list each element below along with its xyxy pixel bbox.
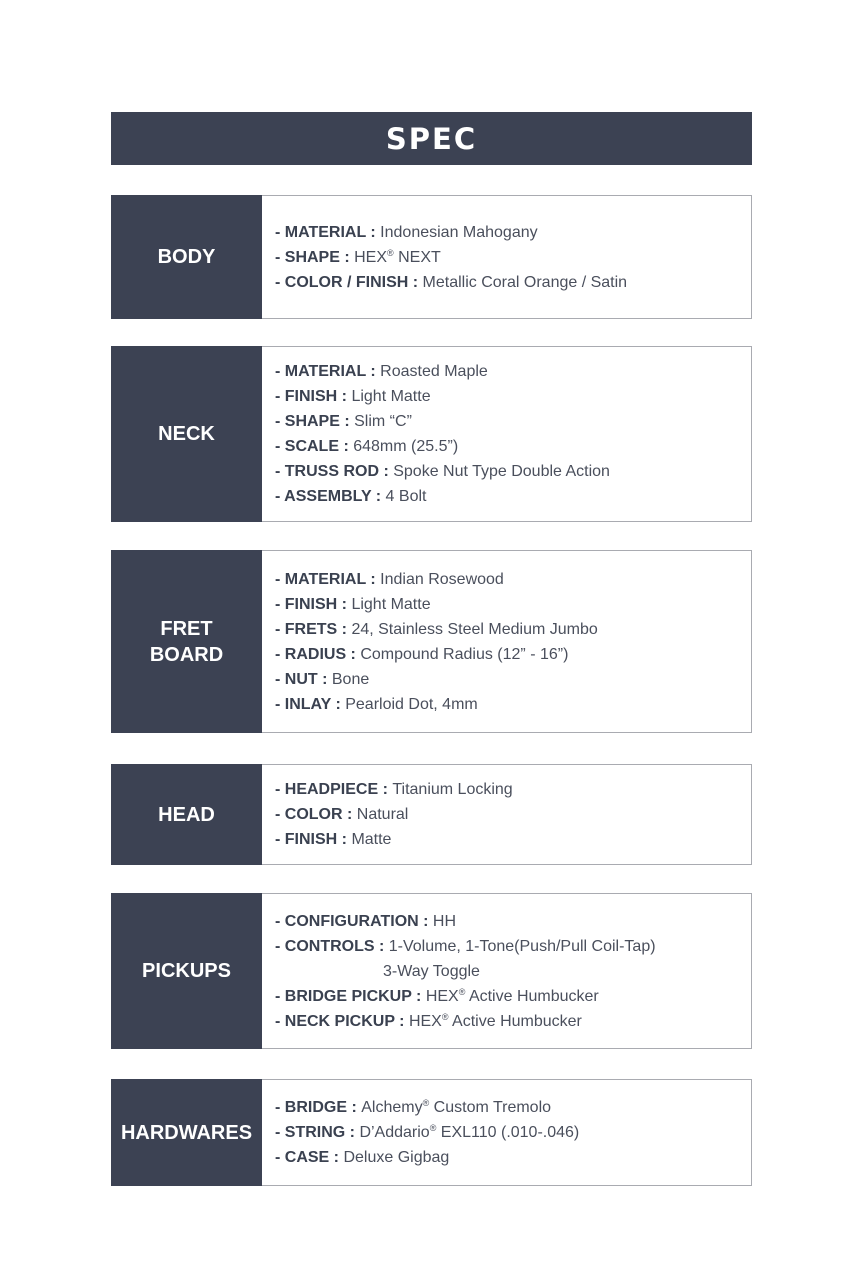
- spec-row: [275, 1145, 751, 1170]
- spec-row: [275, 1120, 751, 1145]
- spec-row: [275, 984, 751, 1009]
- spec-key: - SHAPE :: [275, 413, 355, 430]
- spec-key: - FINISH :: [275, 595, 352, 613]
- spec-row: [275, 827, 751, 852]
- spec-key: - MATERIAL :: [275, 363, 381, 380]
- spec-section-body: [111, 195, 752, 319]
- section-label: PICKUPS: [111, 893, 262, 1049]
- spec-value: HEX: [425, 987, 459, 1005]
- spec-section-head: [111, 764, 752, 865]
- spec-row: [275, 642, 751, 667]
- spec-value: Light Matte: [351, 595, 431, 613]
- spec-value-suffix: NEXT: [393, 248, 441, 266]
- spec-value: 1-Volume, 1-Tone(Push/Pull Coil-Tap): [388, 937, 656, 955]
- spec-row: [275, 959, 751, 984]
- spec-row: [275, 692, 751, 717]
- spec-row: [275, 592, 751, 617]
- spec-value: Titanium Locking: [392, 781, 513, 798]
- section-content: [262, 195, 752, 319]
- registered-mark: ®: [458, 986, 466, 997]
- spec-value-suffix: Custom Tremolo: [429, 1099, 552, 1116]
- spec-section-fretboard: [111, 550, 752, 733]
- spec-key: - COLOR :: [275, 806, 357, 823]
- spec-value: Metallic Coral Orange / Satin: [422, 273, 628, 291]
- spec-value-suffix: Active Humbucker: [465, 987, 599, 1005]
- spec-key: - CONTROLS :: [275, 937, 389, 955]
- section-label: NECK: [111, 346, 262, 522]
- spec-value-suffix: EXL110 (.010-.046): [436, 1124, 580, 1141]
- spec-value: Slim “C”: [354, 413, 412, 430]
- spec-title-banner: [111, 112, 752, 165]
- spec-row: [275, 434, 751, 459]
- spec-row: [275, 270, 751, 295]
- spec-value: HH: [432, 912, 457, 930]
- spec-key: - INLAY :: [275, 695, 346, 713]
- spec-key: - SCALE :: [275, 438, 354, 455]
- spec-key: - STRING :: [275, 1124, 360, 1141]
- section-content: [262, 1079, 752, 1186]
- spec-title: SPEC: [385, 121, 478, 156]
- spec-value: HEX: [408, 1012, 442, 1030]
- spec-value: Roasted Maple: [380, 363, 488, 380]
- spec-section-hardwares: [111, 1079, 752, 1186]
- spec-row: [275, 459, 751, 484]
- spec-value: Indian Rosewood: [380, 570, 504, 588]
- spec-row: [275, 617, 751, 642]
- spec-value-suffix: Active Humbucker: [448, 1012, 582, 1030]
- spec-row: [275, 484, 751, 509]
- spec-key: - NUT :: [275, 670, 332, 688]
- section-label: HEAD: [111, 764, 262, 865]
- spec-section-pickups: [111, 893, 752, 1049]
- spec-value: Matte: [351, 831, 392, 848]
- spec-key: - FRETS :: [275, 620, 352, 638]
- spec-key: - NECK PICKUP :: [275, 1012, 409, 1030]
- spec-row: [275, 1009, 751, 1034]
- spec-value: Indonesian Mahogany: [380, 223, 538, 241]
- spec-key: - FINISH :: [275, 831, 352, 848]
- spec-value: D’Addario: [359, 1124, 430, 1141]
- spec-key: - ASSEMBLY :: [275, 488, 386, 505]
- spec-value: Bone: [331, 670, 370, 688]
- spec-value: 24, Stainless Steel Medium Jumbo: [351, 620, 598, 638]
- section-content: [262, 346, 752, 522]
- spec-value: HEX: [354, 248, 388, 266]
- spec-section-neck: [111, 346, 752, 522]
- spec-row: [275, 909, 751, 934]
- spec-row: [275, 802, 751, 827]
- spec-row: [275, 934, 751, 959]
- spec-value: 3-Way Toggle: [383, 962, 480, 980]
- spec-key: - RADIUS :: [275, 645, 361, 663]
- section-label: HARDWARES: [111, 1079, 262, 1186]
- spec-value: Pearloid Dot, 4mm: [345, 695, 478, 713]
- spec-key: - CASE :: [275, 1149, 344, 1166]
- spec-row: [275, 245, 751, 270]
- registered-mark: ®: [429, 1123, 437, 1133]
- spec-value: 648mm (25.5”): [353, 438, 459, 455]
- spec-key: - SHAPE :: [275, 248, 355, 266]
- section-content: [262, 550, 752, 733]
- section-label: FRET BOARD: [111, 550, 262, 733]
- spec-value: Natural: [356, 806, 409, 823]
- spec-key: - HEADPIECE :: [275, 781, 393, 798]
- registered-mark: ®: [422, 1098, 430, 1108]
- spec-row: [275, 359, 751, 384]
- spec-key: - FINISH :: [275, 388, 352, 405]
- spec-key: - BRIDGE PICKUP :: [275, 987, 426, 1005]
- spec-value: Spoke Nut Type Double Action: [393, 463, 610, 480]
- spec-row: [275, 409, 751, 434]
- spec-value: 4 Bolt: [385, 488, 427, 505]
- spec-key: - COLOR / FINISH :: [275, 273, 423, 291]
- section-content: [262, 893, 752, 1049]
- spec-key: - CONFIGURATION :: [275, 912, 433, 930]
- spec-row: [275, 567, 751, 592]
- section-label: BODY: [111, 195, 262, 319]
- registered-mark: ®: [441, 1011, 449, 1022]
- spec-row: [275, 384, 751, 409]
- spec-value: Compound Radius (12” - 16”): [360, 645, 569, 663]
- spec-key: - TRUSS ROD :: [275, 463, 394, 480]
- spec-value: Alchemy: [361, 1099, 423, 1116]
- section-content: [262, 764, 752, 865]
- spec-row: [275, 220, 751, 245]
- registered-mark: ®: [387, 247, 394, 258]
- spec-value: Deluxe Gigbag: [343, 1149, 450, 1166]
- spec-value: Light Matte: [351, 388, 431, 405]
- spec-key: - MATERIAL :: [275, 223, 381, 241]
- spec-row: [275, 1095, 751, 1120]
- spec-row: [275, 667, 751, 692]
- spec-key: - BRIDGE :: [275, 1099, 362, 1116]
- spec-key: - MATERIAL :: [275, 570, 381, 588]
- spec-row: [275, 777, 751, 802]
